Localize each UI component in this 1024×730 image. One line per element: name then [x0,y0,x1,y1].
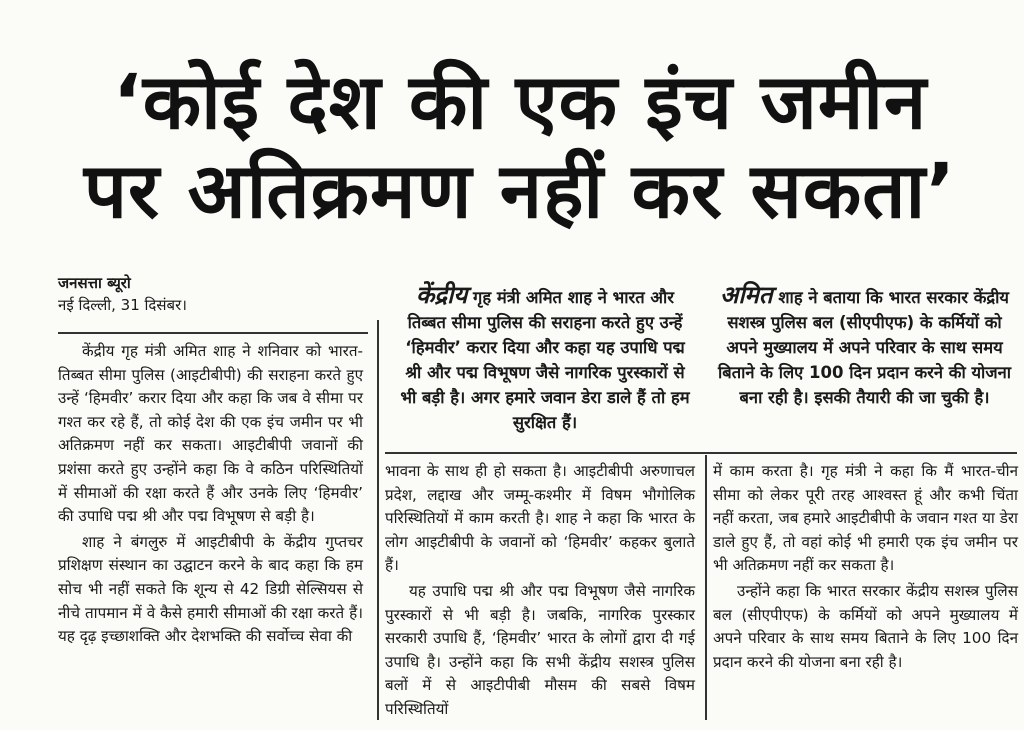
article-column-3 [713,460,1018,674]
headline-line-2: पर अतिक्रमण नहीं कर सकता’ [83,145,957,235]
rule-under-pullquotes [385,452,1017,454]
column-divider-1 [377,320,379,720]
headline [40,57,1000,235]
column-1-paragraph-1: केंद्रीय गृह मंत्री अमित शाह ने शनिवार को भारत-तिब्बत सीमा पुलिस (आइटीबीपी) की सराहना करते हुए उन्हें ‘हिमवीर’ करार दिया और कहा कि जब वे सीमा पर गश्त कर रहे हैं, तो कोई देश की एक इंच जमीन पर भी अतिक्रमण नहीं कर सकता। आइटीबीपी जवानों की प्रशंसा करते हुए उन्होंने कहा कि वे कठिन परिस्थितियों में सीमाओं की रक्षा करते हैं और उनके लिए ‘हिमवीर’ की उपाधि पद्म श्री और पद्म विभूषण से बड़ी है। [58,342,363,526]
column-divider-2 [705,455,707,720]
column-3-paragraph-2: उन्होंने कहा कि भारत सरकार केंद्रीय सशस्त्र पुलिस बल (सीएपीएफ) के कर्मियों को अपने मुख्यालय में अपने परिवार के साथ समय बिताने के लिए 100 दिन प्रदान करने की योजना बना रही है। [713,581,1018,671]
pullquote-2 [712,283,1017,410]
pullquote-2-lead: अमित [719,281,773,309]
pullquote-1 [395,283,695,435]
column-3-paragraph-1: में काम करता है। गृह मंत्री ने कहा कि मैं भारत-चीन सीमा को लेकर पूरी तरह आश्वस्त हूं और कभी चिंता नहीं करता, जब हमारे आइटीबीपी के जवान गश्त या डेरा डाले हुए हैं, तो वहां कोई भी हमारी एक इंच जमीन पर भी अतिक्रमण नहीं कर सकता है। [713,462,1018,575]
rule-top-col1 [58,332,368,334]
pullquote-1-text: गृह मंत्री अमित शाह ने भारत और तिब्बत सीमा पुलिस की सराहना करते हुए उन्हें ‘हिमवीर’ करार दिया और कहा यह उपाधि पद्म श्री और पद्म विभूषण जैसे नागरिक पुरस्कारों से भी बड़ी है। अगर हमारे जवान डेरा डाले हैं तो हम सुरक्षित हैं। [400,288,690,432]
column-2-paragraph-2: यह उपाधि पद्म श्री और पद्म विभूषण जैसे नागरिक पुरस्कारों से भी बड़ी है। जबकि, नागरिक पुरस्कार सरकारी उपाधि हैं, ‘हिमवीर’ भारत के लोगों द्वारा दी गई उपाधि है। उन्होंने कहा कि सभी केंद्रीय सशस्त्र पुलिस बलों में से आइटीपीबी मौसम की सबसे विषम परिस्थितियों [385,581,695,718]
pullquote-2-text: शाह ने बताया कि भारत सरकार केंद्रीय सशस्त्र पुलिस बल (सीएपीएफ) के कर्मियों को अपने मुख्यालय में अपने परिवार के साथ समय बिताने के लिए 100 दिन प्रदान करने की योजना बना रही है। इसकी तैयारी की जा चुकी है। [718,288,1011,407]
byline [58,272,187,316]
byline-agency: जनसत्ता ब्यूरो [58,274,131,292]
article-column-2 [385,460,695,722]
byline-dateline: नई दिल्ली, 31 दिसंबर। [58,296,187,314]
headline-line-1: ‘कोई देश की एक इंच जमीन [112,57,928,147]
column-2-paragraph-1: भावना के साथ ही हो सकता है। आइटीबीपी अरुणाचल प्रदेश, लद्दाख और जम्मू-कश्मीर में विषम भौगोलिक परिस्थितियों में काम करती है। शाह ने कहा कि भारत के लोग आइटीबीपी के जवानों को ‘हिमवीर’ कहकर बुलाते हैं। [385,462,695,575]
article-column-1 [58,340,363,649]
column-1-paragraph-2: शाह ने बंगलुरु में आइटीबीपी के केंद्रीय गुप्तचर प्रशिक्षण संस्थान का उद्घाटन करने के बाद कहा कि हम सोच भी नहीं सकते कि शून्य से 42 डिग्री सेल्सियस से नीचे तापमान में वे कैसे हमारी सीमाओं की रक्षा करते हैं। यह दृढ़ इच्छाशक्ति और देशभक्ति की सर्वोच्च सेवा की [58,532,363,646]
pullquote-1-lead: केंद्रीय [415,281,468,309]
